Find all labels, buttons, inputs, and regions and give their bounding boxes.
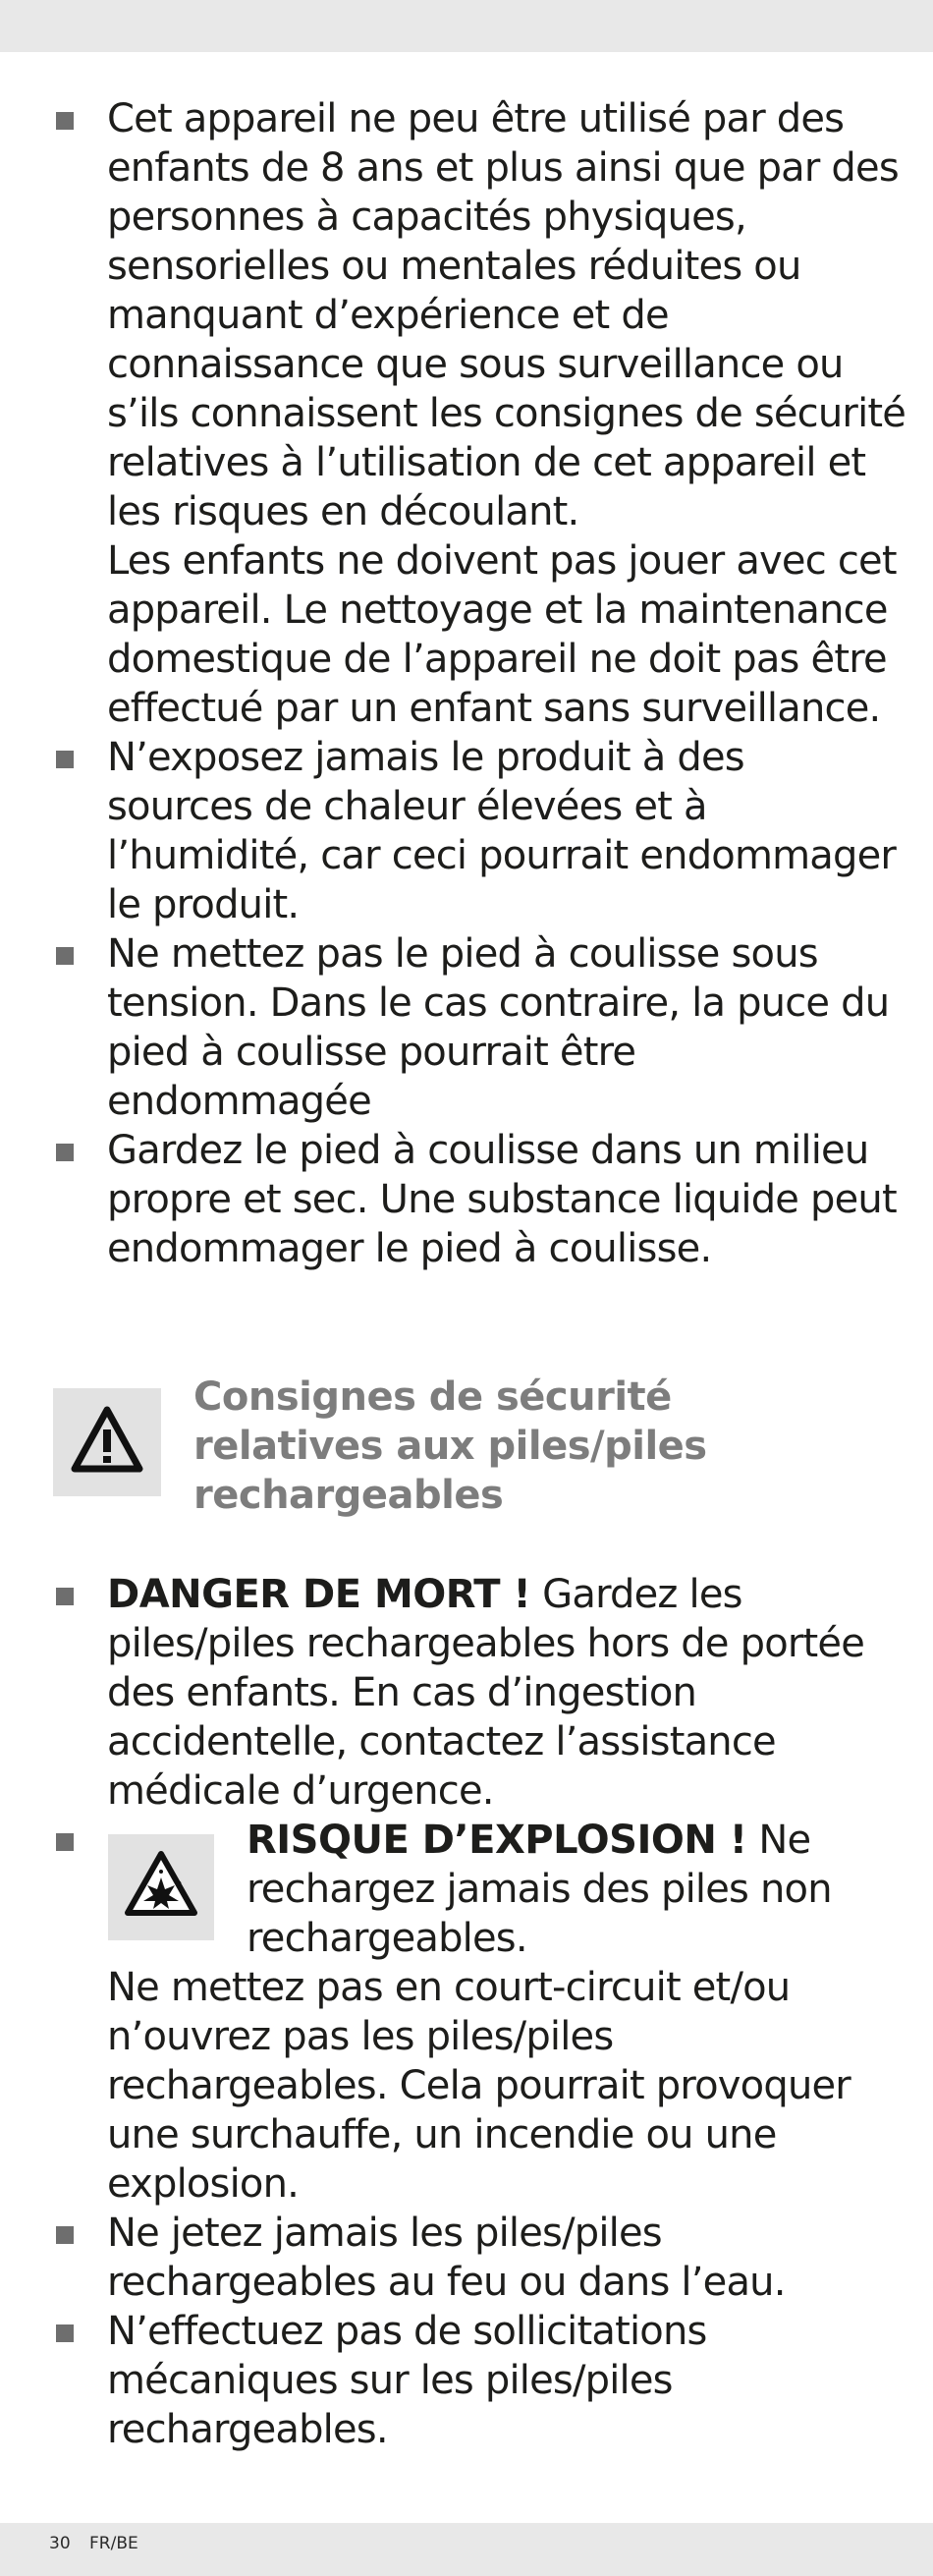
list-item-line: rechargeables. Cela pourrait provoquer: [107, 2063, 851, 2108]
list-item-line: connaissance que sous surveillance ou: [107, 342, 844, 387]
list-item-line: piles/piles rechargeables hors de portée: [107, 1621, 865, 1666]
danger-first-line: [107, 1570, 933, 1619]
list-item: [0, 2209, 933, 2307]
bullet-icon: [56, 1144, 74, 1161]
bullet-icon: [56, 2324, 74, 2342]
list-item-line: endommagée: [107, 1079, 371, 1124]
list-item-line: n’ouvrez pas les piles/piles: [107, 2014, 614, 2059]
list-item-line: pied à coulisse pourrait être: [107, 1030, 636, 1075]
list-item-line: manquant d’expérience et de: [107, 293, 669, 338]
list-item: [0, 94, 933, 733]
list-item-line: propre et sec. Une substance liquide peut: [107, 1177, 897, 1222]
footer-bar: [0, 2566, 933, 2576]
page-footer: [0, 2523, 933, 2566]
list-item-line: Cet appareil ne peu être utilisé par des: [107, 96, 845, 141]
list-item-line: effectué par un enfant sans surveillance.: [107, 686, 881, 731]
list-item-line: enfants de 8 ans et plus ainsi que par des: [107, 145, 899, 191]
list-item-line: tension. Dans le cas contraire, la puce du: [107, 980, 890, 1026]
list-item-line: accidentelle, contactez l’assistance: [107, 1719, 776, 1764]
list-item-line: Les enfants ne doivent pas jouer avec cet: [107, 538, 897, 584]
list-item-line: mécaniques sur les piles/piles: [107, 2358, 673, 2403]
list-item-line: N’exposez jamais le produit à des: [107, 735, 744, 780]
section-title-line: Consignes de sécurité: [193, 1374, 672, 1420]
section-title-line: relatives aux piles/piles: [193, 1424, 707, 1469]
warning-triangle-icon: [53, 1388, 161, 1496]
explosion-first-line: [247, 1816, 933, 1865]
section-title-line: rechargeables: [193, 1473, 504, 1518]
locale-code: FR/BE: [89, 2534, 138, 2553]
list-item-line: une surchauffe, un incendie ou une: [107, 2112, 777, 2157]
list-item-line: rechargeables.: [107, 2407, 388, 2452]
bullet-icon: [56, 2226, 74, 2244]
explosion-first-text: Ne: [746, 1818, 811, 1863]
list-item-line: appareil. Le nettoyage et la maintenance: [107, 588, 888, 633]
section-title: [193, 1372, 707, 1520]
bullet-icon: [56, 947, 74, 965]
list-item: [0, 733, 933, 929]
list-item: [0, 1126, 933, 1273]
bullet-icon: [56, 751, 74, 768]
danger-first-text: Gardez les: [530, 1572, 742, 1617]
list-item-line: rechargez jamais des piles non: [247, 1867, 832, 1912]
header-bar: [0, 0, 933, 52]
list-item: [0, 2307, 933, 2454]
list-item-line: les risques en découlant.: [107, 489, 579, 534]
list-item-line: rechargeables au feu ou dans l’eau.: [107, 2260, 786, 2305]
page-number: 30: [49, 2534, 71, 2553]
safety-list-device: [0, 94, 933, 1273]
list-item-line: des enfants. En cas d’ingestion: [107, 1670, 697, 1715]
bullet-icon: [56, 1588, 74, 1605]
list-item-line: relatives à l’utilisation de cet appareil et: [107, 440, 866, 485]
list-item-line: s’ils connaissent les consignes de sécurité: [107, 391, 906, 436]
battery-safety-list: [0, 1570, 933, 2454]
bullet-icon: [56, 1833, 74, 1851]
explosion-label: RISQUE D’EXPLOSION !: [247, 1818, 747, 1863]
list-item-line: endommager le pied à coulisse.: [107, 1226, 712, 1271]
list-item-line: rechargeables.: [247, 1916, 527, 1961]
list-item-line: sensorielles ou mentales réduites ou: [107, 244, 801, 289]
list-item-line: Gardez le pied à coulisse dans un milieu: [107, 1128, 869, 1173]
danger-label: DANGER DE MORT !: [107, 1572, 531, 1617]
list-item-line: médicale d’urgence.: [107, 1768, 494, 1814]
list-item-line: le produit.: [107, 882, 300, 927]
bullet-icon: [56, 112, 74, 130]
list-item-line: Ne jetez jamais les piles/piles: [107, 2211, 662, 2256]
list-item-line: l’humidité, car ceci pourrait endommager: [107, 833, 897, 878]
list-item-line: explosion.: [107, 2161, 300, 2207]
list-item-line: domestique de l’appareil ne doit pas être: [107, 637, 887, 682]
explosion-hazard-icon: [108, 1834, 214, 1940]
list-item-line: N’effectuez pas de sollicitations: [107, 2309, 707, 2354]
list-item-line: Ne mettez pas en court-circuit et/ou: [107, 1965, 791, 2010]
list-item-line: personnes à capacités physiques,: [107, 195, 746, 240]
list-item-line: Ne mettez pas le pied à coulisse sous: [107, 931, 818, 977]
list-item-line: sources de chaleur élevées et à: [107, 784, 707, 829]
list-item: [0, 929, 933, 1126]
list-item-danger: [0, 1570, 933, 1816]
